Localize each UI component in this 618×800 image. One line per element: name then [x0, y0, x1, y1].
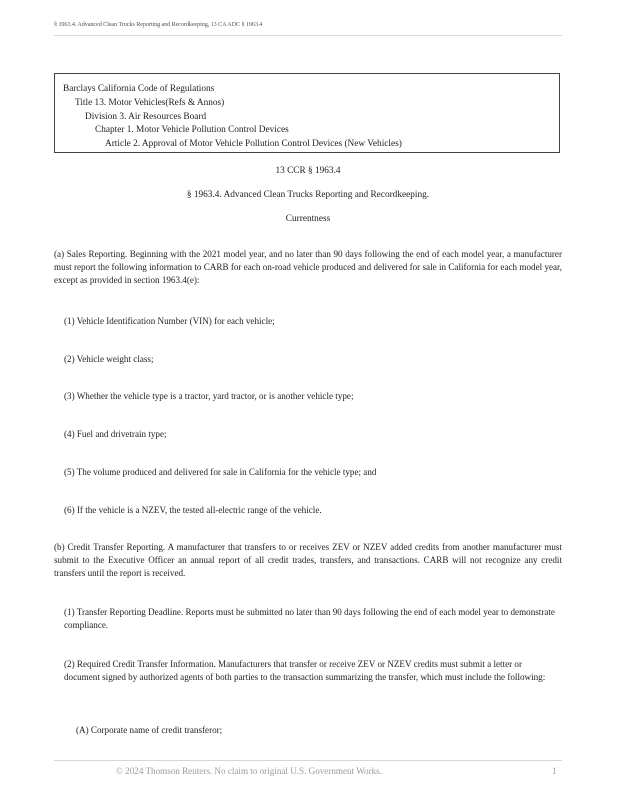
list-item-a5: (5) The volume produced and delivered for sale in California for the vehicle type; and	[64, 467, 377, 477]
citation-line-chapter: Chapter 1. Motor Vehicle Pollution Control Devices	[95, 125, 289, 136]
page-number: 1	[552, 766, 557, 776]
list-item-b2a: (A) Corporate name of credit transferor;	[76, 725, 223, 735]
citation-reference: 13 CCR § 1963.4	[275, 166, 341, 176]
list-item-a6: (6) If the vehicle is a NZEV, the tested all-electric range of the vehicle.	[64, 505, 322, 515]
citation-line-division: Division 3. Air Resources Board	[85, 111, 207, 122]
list-item-b1: (1) Transfer Reporting Deadline. Reports must be submitted no later than 90 days following the end of each model year to demonstrate compliance.	[64, 607, 555, 630]
footer-divider	[54, 760, 562, 761]
citation-box	[54, 73, 560, 153]
paragraph-a: (a) Sales Reporting. Beginning with the 2021 model year, and no later than 90 days following the end of each model year, a manufacturer must report the following information to CARB for each on-road vehicle produced and delivered for sale in California for each model year, except as provided in section 1963.4(e):	[54, 249, 562, 285]
list-item-a4: (4) Fuel and drivetrain type;	[64, 429, 167, 439]
list-item-b2: (2) Required Credit Transfer Information. Manufacturers that transfer or receive ZEV or NZEV credits must submit a letter or document signed by authorized agents of both parties to the transaction summarizing the transfer, which must include the following:	[64, 659, 546, 682]
header-divider	[54, 35, 562, 36]
citation-line-article: Article 2. Approval of Motor Vehicle Pollution Control Devices (New Vehicles)	[105, 139, 402, 150]
citation-line-code: Barclays California Code of Regulations	[63, 84, 215, 94]
paragraph-b: (b) Credit Transfer Reporting. A manufacturer that transfers to or receives ZEV or NZEV added credits from another manufacturer must submit to the Executive Officer an annual report of all credit trades, transfers, and transactions. CARB will not recognize any credit transfers until the report is received.	[54, 542, 562, 578]
list-item-a2: (2) Vehicle weight class;	[64, 354, 154, 364]
currentness-link[interactable]: Currentness	[285, 214, 331, 224]
running-header: § 1963.4. Advanced Clean Trucks Reporting and Recordkeeping, 13 CA ADC § 1963.4	[54, 21, 263, 28]
list-item-a3: (3) Whether the vehicle type is a tractor, yard tractor, or is another vehicle type;	[64, 391, 354, 401]
footer-copyright: © 2024 Thomson Reuters. No claim to original U.S. Government Works.	[116, 766, 382, 776]
section-title: § 1963.4. Advanced Clean Trucks Reporting and Recordkeeping.	[186, 190, 430, 200]
list-item-a1: (1) Vehicle Identification Number (VIN) for each vehicle;	[64, 316, 275, 326]
citation-line-title: Title 13. Motor Vehicles(Refs & Annos)	[75, 97, 225, 108]
